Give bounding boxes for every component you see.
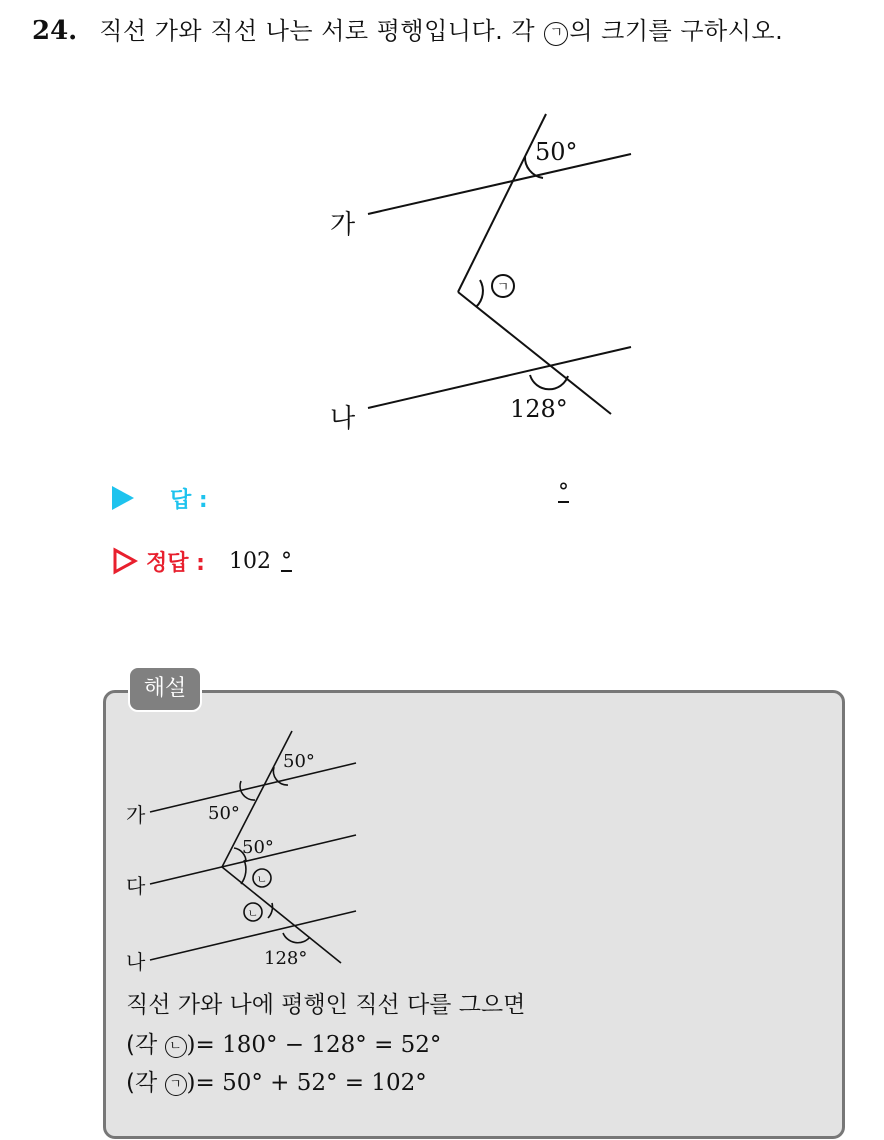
solution-line-2 — [126, 1030, 441, 1060]
answer-unit: ° — [558, 480, 569, 505]
solution-line-3 — [126, 1068, 427, 1098]
label-angle-50: 50° — [535, 138, 578, 166]
sol-angle-bottom: 128° — [264, 948, 308, 969]
solution-line-2-mark: ㄴ — [165, 1036, 187, 1058]
sol-label-na: 나 — [126, 950, 146, 974]
label-line-na: 나 — [330, 404, 356, 434]
solution-line-2-prefix: (각 — [126, 1032, 158, 1058]
label-angle-giyeok: ㄱ — [496, 280, 510, 295]
sol-mark-n1: ㄴ — [256, 873, 268, 886]
solution-line-3-expr: )= 50° + 52° = 102° — [186, 1070, 427, 1096]
sol-angle-mid: 50° — [242, 837, 274, 858]
label-angle-128: 128° — [510, 395, 568, 423]
solution-line-3-prefix: (각 — [126, 1070, 158, 1096]
question-text-after: 의 크기를 구하시오. — [569, 17, 784, 45]
label-line-ga: 가 — [330, 210, 356, 240]
correct-answer-label: 정답 : — [146, 550, 205, 576]
solution-line-1: 직선 가와 나에 평행인 직선 다를 그으면 — [126, 992, 526, 1018]
angle-mark-symbol: ㄱ — [544, 22, 568, 46]
sol-angle-top: 50° — [283, 751, 315, 772]
sol-label-da: 다 — [126, 874, 146, 898]
sol-arc-n1 — [241, 860, 246, 884]
correct-answer-unit: ° — [280, 548, 292, 574]
correct-answer-value: 102 — [228, 548, 271, 574]
answer-label: 답 : — [170, 487, 208, 513]
question-text-before: 직선 가와 직선 나는 서로 평행입니다. 각 — [99, 17, 536, 45]
solution-line-3-mark: ㄱ — [165, 1074, 187, 1096]
sol-line-ga — [150, 763, 356, 812]
solution-line-2-expr: )= 180° − 128° = 52° — [186, 1032, 442, 1058]
solution-tab: 해설 — [128, 666, 202, 712]
sol-angle-left: 50° — [208, 803, 240, 824]
question-number: 24. — [32, 16, 78, 46]
sol-mark-n2: ㄴ — [247, 907, 259, 920]
sol-label-ga: 가 — [126, 803, 146, 827]
